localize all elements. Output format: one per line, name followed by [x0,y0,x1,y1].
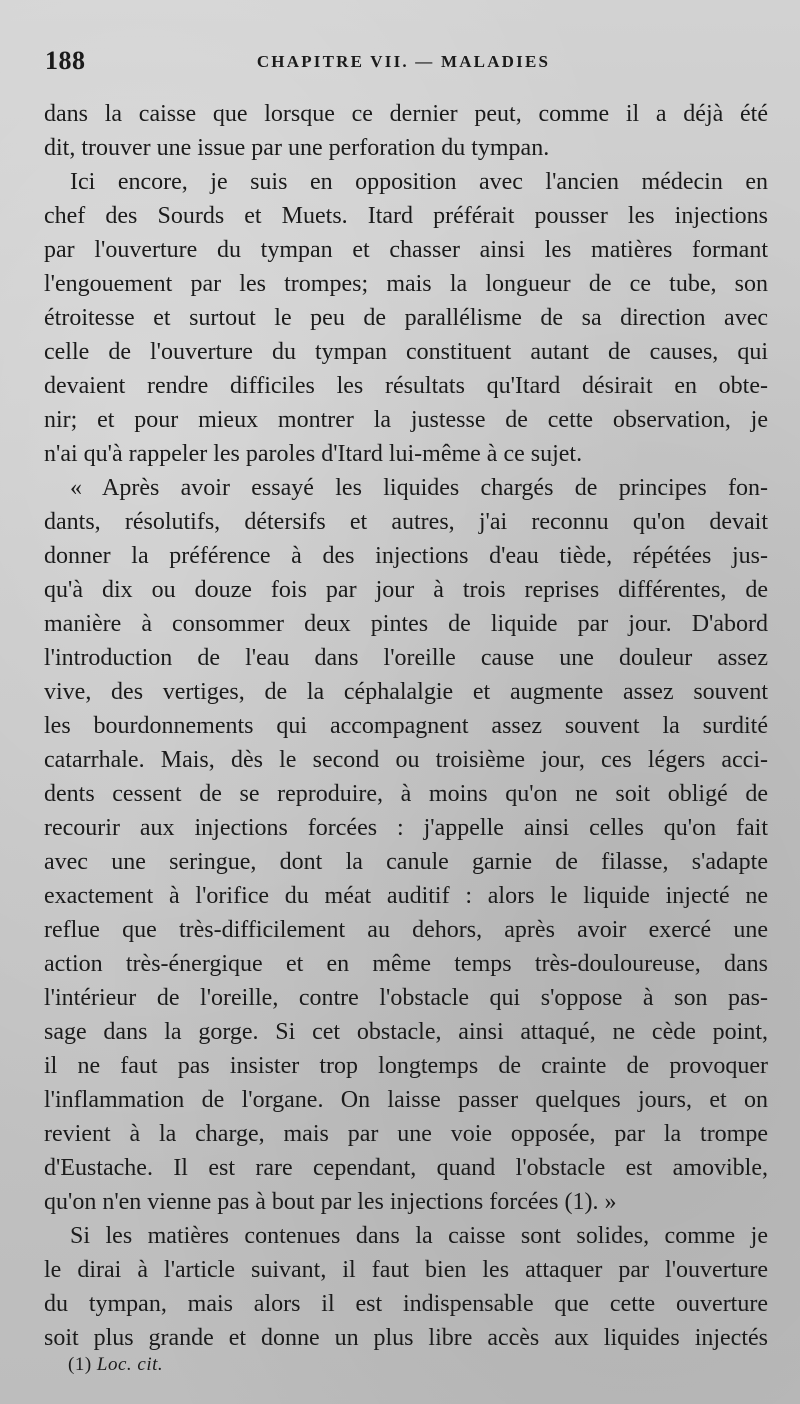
text-line: il ne faut pas insister trop longtemps de crainte de provoquer [44,1053,768,1079]
footnote-marker: (1) [68,1354,92,1375]
text-line: le dirai à l'article suivant, il faut bien les attaquer par l'ouverture [44,1257,768,1283]
text-line: qu'on n'en vienne pas à bout par les injections forcées (1). » [44,1189,617,1215]
text-line: donner la préférence à des injections d'eau tiède, répétées jus- [44,543,768,569]
text-line: exactement à l'orifice du méat auditif : alors le liquide injecté ne [44,883,768,909]
text-line: revient à la charge, mais par une voie opposée, par la trompe [44,1121,768,1147]
text-line: les bourdonnements qui accompagnent assez souvent la surdité [44,713,768,739]
text-line: par l'ouverture du tympan et chasser ainsi les matières formant [44,237,768,263]
text-line: action très-énergique et en même temps très-douloureuse, dans [44,951,768,977]
text-line: soit plus grande et donne un plus libre accès aux liquides injectés [44,1325,768,1351]
text-line: d'Eustache. Il est rare cependant, quand l'obstacle est amovible, [44,1155,768,1181]
text-line: vive, des vertiges, de la céphalalgie et augmente assez souvent [44,679,768,705]
text-line: Ici encore, je suis en opposition avec l'ancien médecin en [70,169,768,195]
text-line: celle de l'ouverture du tympan constituent autant de causes, qui [44,339,768,365]
text-line: reflue que très-difficilement au dehors, après avoir exercé une [44,917,768,943]
text-line: l'inflammation de l'organe. On laisse passer quelques jours, et on [44,1087,768,1113]
text-line: nir; et pour mieux montrer la justesse de cette observation, je [44,407,768,433]
text-line: dents cessent de se reproduire, à moins qu'on ne soit obligé de [44,781,768,807]
text-line: du tympan, mais alors il est indispensable que cette ouverture [44,1291,768,1317]
text-line: dans la caisse que lorsque ce dernier peut, comme il a déjà été [44,101,768,127]
text-line: avec une seringue, dont la canule garnie de filasse, s'adapte [44,849,768,875]
text-line: manière à consommer deux pintes de liquide par jour. D'abord [44,611,768,637]
text-line: l'introduction de l'eau dans l'oreille cause une douleur assez [44,645,768,671]
chapter-title: CHAPITRE VII. — MALADIES [256,52,551,71]
text-line: Si les matières contenues dans la caisse sont solides, comme je [70,1223,768,1249]
text-line: qu'à dix ou douze fois par jour à trois reprises différentes, de [44,577,768,603]
text-line: chef des Sourds et Muets. Itard préférait pousser les injections [44,203,768,229]
text-line: catarrhale. Mais, dès le second ou troisième jour, ces légers acci- [44,747,768,773]
text-line: recourir aux injections forcées : j'appelle ainsi celles qu'on fait [44,815,768,841]
running-head [45,46,762,80]
text-line: sage dans la gorge. Si cet obstacle, ainsi attaqué, ne cède point, [44,1019,768,1045]
page-number: 188 [45,46,86,75]
text-line: étroitesse et surtout le peu de parallélisme de sa direction avec [44,305,768,331]
text-line: dit, trouver une issue par une perforation du tympan. [44,135,550,161]
text-line: « Après avoir essayé les liquides chargés de principes fon- [70,475,768,501]
footnote-text: Loc. cit. [96,1354,164,1375]
text-line: dants, résolutifs, détersifs et autres, j'ai reconnu qu'on devait [44,509,768,535]
footnote [68,1354,163,1376]
body-text [44,97,768,1355]
text-line: devaient rendre difficiles les résultats qu'Itard désirait en obte- [44,373,768,399]
text-line: n'ai qu'à rappeler les paroles d'Itard lui-même à ce sujet. [44,441,583,467]
text-line: l'engouement par les trompes; mais la longueur de ce tube, son [44,271,768,297]
text-line: l'intérieur de l'oreille, contre l'obstacle qui s'oppose à son pas- [44,985,768,1011]
